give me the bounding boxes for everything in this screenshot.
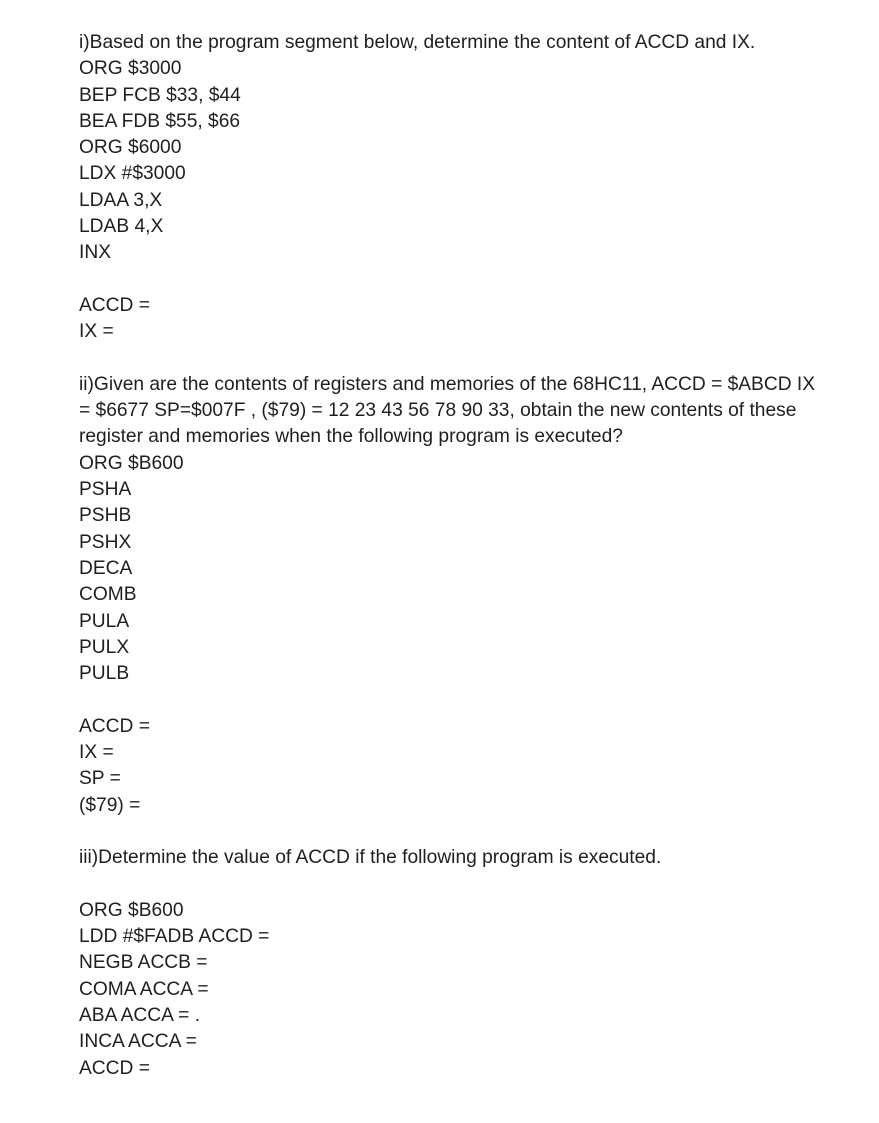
answer-line: ACCD = <box>79 294 150 316</box>
answer-line: SP = <box>79 768 121 790</box>
question-2-line: = $6677 SP=$007F , ($79) = 12 23 43 56 78 90 33, obtain the new contents of these <box>79 400 797 422</box>
code-line: ORG $B600 <box>79 452 184 474</box>
question-1: i)Based on the program segment below, determine the content of ACCD and IX. <box>79 32 756 53</box>
answer-line: ACCD = <box>79 715 150 737</box>
code-line: ORG $6000 <box>79 137 182 159</box>
code-line: INCA ACCA = <box>79 1031 197 1053</box>
code-line: LDAA 3,X <box>79 189 163 211</box>
answer-line: IX = <box>79 321 114 343</box>
code-line: LDAB 4,X <box>79 216 164 238</box>
code-line: NEGB ACCB = <box>79 952 208 974</box>
code-line: ABA ACCA = . <box>79 1004 201 1026</box>
answer-line: ($79) = <box>79 794 141 816</box>
code-line: BEP FCB $33, $44 <box>79 84 241 106</box>
code-line: DECA <box>79 557 133 579</box>
answer-line: IX = <box>79 742 114 764</box>
section-1 <box>79 30 859 346</box>
code-line: LDX #$3000 <box>79 163 186 185</box>
code-line: COMA ACCA = <box>79 978 209 1000</box>
question-2-line: ii)Given are the contents of registers and memories of the 68HC11, ACCD = $ABCD IX <box>79 373 816 395</box>
document-page <box>79 30 859 1082</box>
code-line: PULX <box>79 636 130 658</box>
code-line: COMB <box>79 584 137 606</box>
code-line: INX <box>79 242 111 264</box>
code-line: PULB <box>79 663 130 685</box>
section-3 <box>79 845 859 1082</box>
code-line: PSHA <box>79 479 132 501</box>
code-line: LDD #$FADB ACCD = <box>79 926 270 948</box>
question-2-line: register and memories when the following program is executed? <box>79 426 623 448</box>
code-line: PULA <box>79 610 130 632</box>
question-3: iii)Determine the value of ACCD if the following program is executed. <box>79 847 662 869</box>
code-line: ORG $3000 <box>79 58 182 80</box>
code-line: ORG $B600 <box>79 899 184 921</box>
code-line: PSHX <box>79 531 132 553</box>
code-line: ACCD = <box>79 1057 150 1079</box>
code-line: PSHB <box>79 505 132 527</box>
section-2 <box>79 372 859 819</box>
code-line: BEA FDB $55, $66 <box>79 110 241 132</box>
